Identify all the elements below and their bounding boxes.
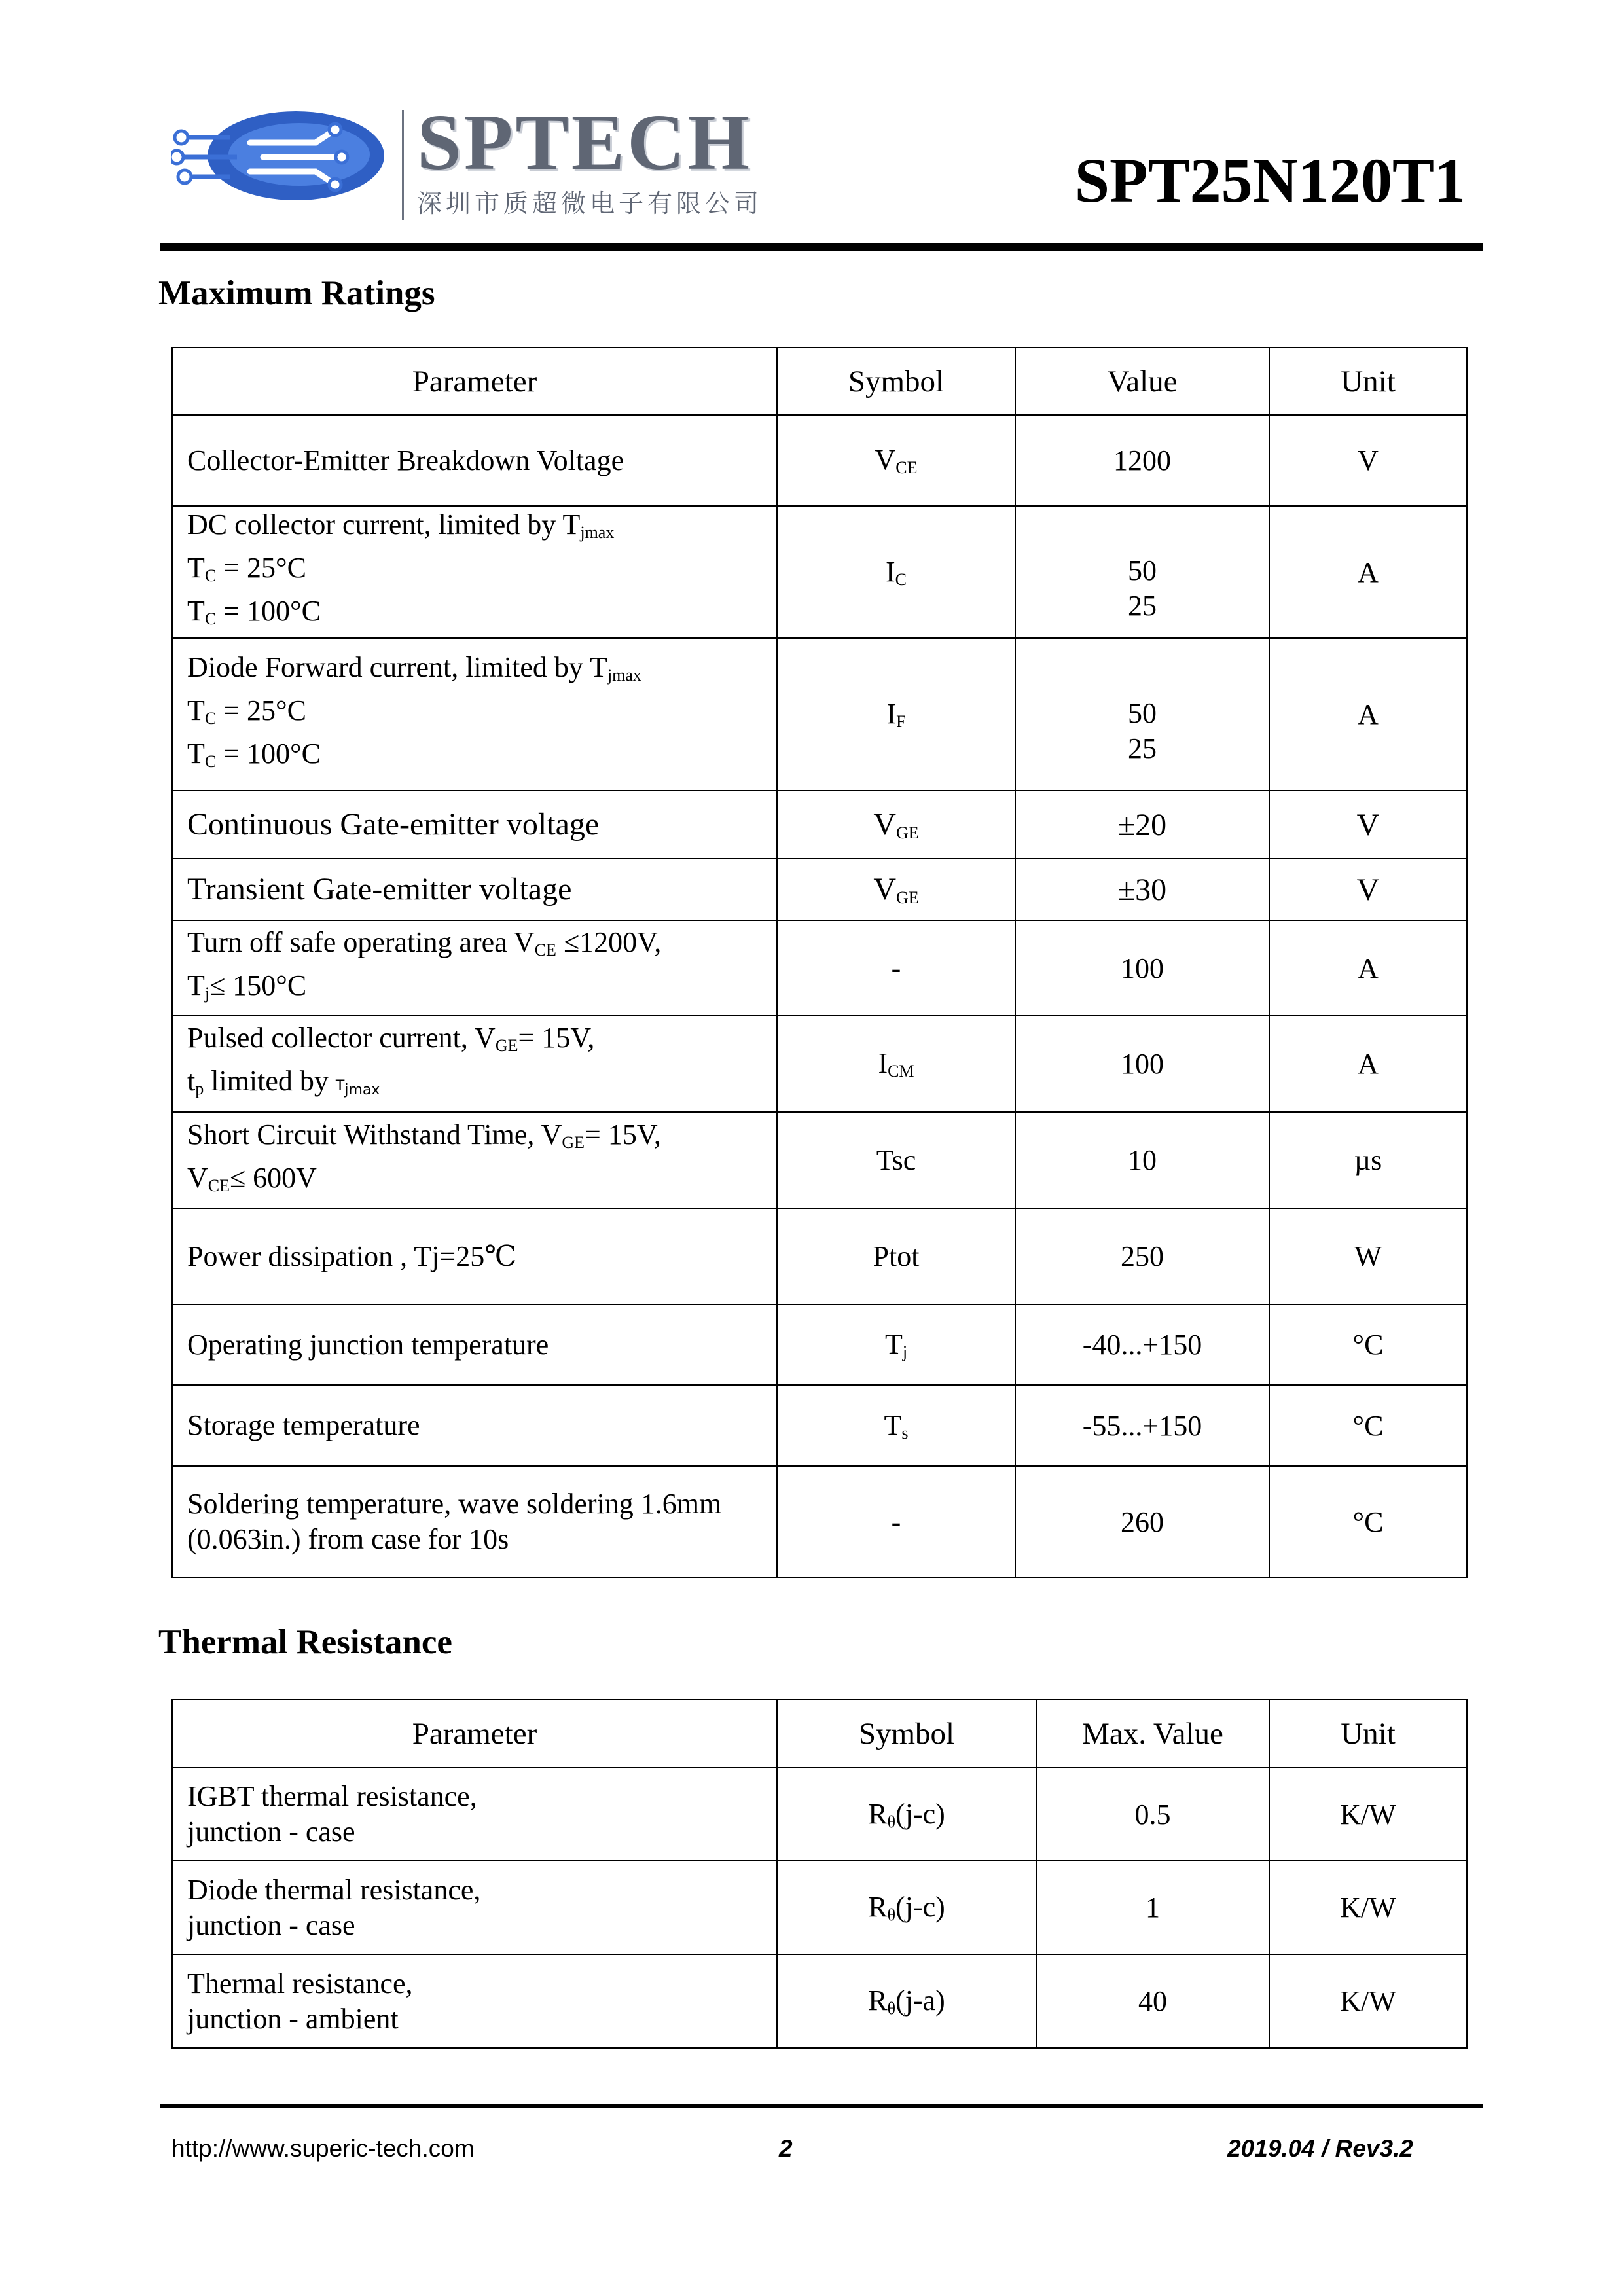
row-value: 100: [1015, 920, 1269, 1016]
row-value: ±30: [1015, 859, 1269, 920]
row-unit: A: [1269, 506, 1467, 638]
section-title-thermal-resistance: Thermal Resistance: [158, 1623, 452, 1661]
table-row: [172, 1208, 1467, 1304]
logo-company-name: 深圳市质超微电子有限公司: [417, 189, 763, 218]
table-row: [172, 506, 1467, 638]
table-row: [172, 1385, 1467, 1466]
row-parameter: Continuous Gate-emitter voltage: [172, 791, 777, 859]
table-row: [172, 920, 1467, 1016]
row-unit: V: [1269, 415, 1467, 506]
row-unit: µs: [1269, 1112, 1467, 1208]
table-row: [172, 638, 1467, 791]
header-parameter: Parameter: [172, 348, 777, 415]
logo-divider: [402, 110, 404, 220]
row-unit: K/W: [1269, 1768, 1467, 1861]
logo-brand-text: SPTECH: [417, 98, 753, 187]
row-value: 1200: [1015, 415, 1269, 506]
row-unit: A: [1269, 920, 1467, 1016]
header-max-value: Max. Value: [1036, 1700, 1269, 1768]
table-row: [172, 415, 1467, 506]
row-value: 0.5: [1036, 1768, 1269, 1861]
row-unit: V: [1269, 791, 1467, 859]
table-row: [172, 1016, 1467, 1112]
row-parameter: Storage temperature: [172, 1385, 777, 1466]
row-unit: °C: [1269, 1385, 1467, 1466]
row-symbol: Ptot: [777, 1208, 1015, 1304]
header-value: Value: [1015, 348, 1269, 415]
row-parameter: Thermal resistance, junction - ambient: [172, 1954, 777, 2048]
circuit-logo-icon: [171, 103, 394, 221]
row-unit: K/W: [1269, 1861, 1467, 1954]
header-unit: Unit: [1269, 348, 1467, 415]
row-parameter: Transient Gate-emitter voltage: [172, 859, 777, 920]
header-rule: [160, 243, 1483, 251]
row-symbol: $I_F$: [777, 638, 1015, 791]
row-parameter: Short Circuit Withstand Time, $V_{GE}= 15V$, $V_{CE}\le 600V$: [172, 1112, 777, 1208]
section-title-maximum-ratings: Maximum Ratings: [158, 274, 435, 312]
table-row: [172, 1954, 1467, 2048]
row-symbol: $R_\theta(j-c)$: [777, 1768, 1036, 1861]
header-unit: Unit: [1269, 1700, 1467, 1768]
row-symbol: $T_s$: [777, 1385, 1015, 1466]
row-parameter: Operating junction temperature: [172, 1304, 777, 1385]
footer-page-number: 2: [779, 2135, 793, 2162]
row-parameter: Soldering temperature, wave soldering 1.6mm (0.063in.) from case for 10s: [172, 1466, 777, 1577]
table-row: [172, 859, 1467, 920]
row-parameter: Diode Forward current, limited by $T_{jmax}$ $T_C = 25^\circ C$ $T_C = 100^\circ C$: [172, 638, 777, 791]
row-value: -40...+150: [1015, 1304, 1269, 1385]
row-unit: °C: [1269, 1466, 1467, 1577]
row-value: 260: [1015, 1466, 1269, 1577]
table-row: [172, 1768, 1467, 1861]
row-value: 50 25: [1015, 506, 1269, 638]
row-value: ±20: [1015, 791, 1269, 859]
row-value: 250: [1015, 1208, 1269, 1304]
table-row: [172, 1466, 1467, 1577]
row-symbol: $R_\theta(j-c)$: [777, 1861, 1036, 1954]
row-value: 100: [1015, 1016, 1269, 1112]
row-unit: A: [1269, 1016, 1467, 1112]
row-unit: V: [1269, 859, 1467, 920]
table-row: [172, 1304, 1467, 1385]
maximum-ratings-table: [171, 347, 1468, 1578]
table-row: [172, 1861, 1467, 1954]
row-value: -55...+150: [1015, 1385, 1269, 1466]
row-value: 50 25: [1015, 638, 1269, 791]
row-symbol: $R_\theta(j-a)$: [777, 1954, 1036, 2048]
table-row: [172, 791, 1467, 859]
row-parameter: DC collector current, limited by $T_{jmax}$ $T_C = 25^\circ C$ $T_C = 100^\circ C$: [172, 506, 777, 638]
header-parameter: Parameter: [172, 1700, 777, 1768]
row-unit: A: [1269, 638, 1467, 791]
table-header-row: [172, 348, 1467, 415]
row-symbol: -: [777, 920, 1015, 1016]
row-value: 10: [1015, 1112, 1269, 1208]
header-symbol: Symbol: [777, 1700, 1036, 1768]
row-value: 1: [1036, 1861, 1269, 1954]
footer-revision: 2019.04 / Rev3.2: [1227, 2135, 1413, 2162]
company-logo: [171, 98, 826, 228]
row-symbol: $V_{CE}$: [777, 415, 1015, 506]
page-header: [0, 0, 1624, 255]
row-symbol: $V_{GE}$: [777, 859, 1015, 920]
row-symbol: -: [777, 1466, 1015, 1577]
table-row: [172, 1112, 1467, 1208]
row-symbol: $I_C$: [777, 506, 1015, 638]
row-unit: °C: [1269, 1304, 1467, 1385]
table-header-row: [172, 1700, 1467, 1768]
row-parameter: Power dissipation , Tj=25℃: [172, 1208, 777, 1304]
row-parameter: Collector-Emitter Breakdown Voltage: [172, 415, 777, 506]
thermal-resistance-table: [171, 1699, 1468, 2049]
row-parameter: Pulsed collector current, $V_{GE}= 15V$, $t_p$ limited by $T_{jmax}$: [172, 1016, 777, 1112]
row-symbol: $V_{GE}$: [777, 791, 1015, 859]
row-parameter: IGBT thermal resistance, junction - case: [172, 1768, 777, 1861]
footer-website-link[interactable]: http://www.superic-tech.com: [171, 2135, 475, 2162]
row-symbol: $I_{CM}$: [777, 1016, 1015, 1112]
footer-rule: [160, 2104, 1483, 2108]
row-unit: W: [1269, 1208, 1467, 1304]
row-parameter: Diode thermal resistance, junction - case: [172, 1861, 777, 1954]
document-title: SPT25N120T1: [1074, 145, 1466, 215]
header-symbol: Symbol: [777, 348, 1015, 415]
row-parameter: Turn off safe operating area $V_{CE} \le 1200V$, $T_j\le 150^\circ C$: [172, 920, 777, 1016]
row-value: 40: [1036, 1954, 1269, 2048]
row-unit: K/W: [1269, 1954, 1467, 2048]
row-symbol: $T_j$: [777, 1304, 1015, 1385]
row-symbol: Tsc: [777, 1112, 1015, 1208]
